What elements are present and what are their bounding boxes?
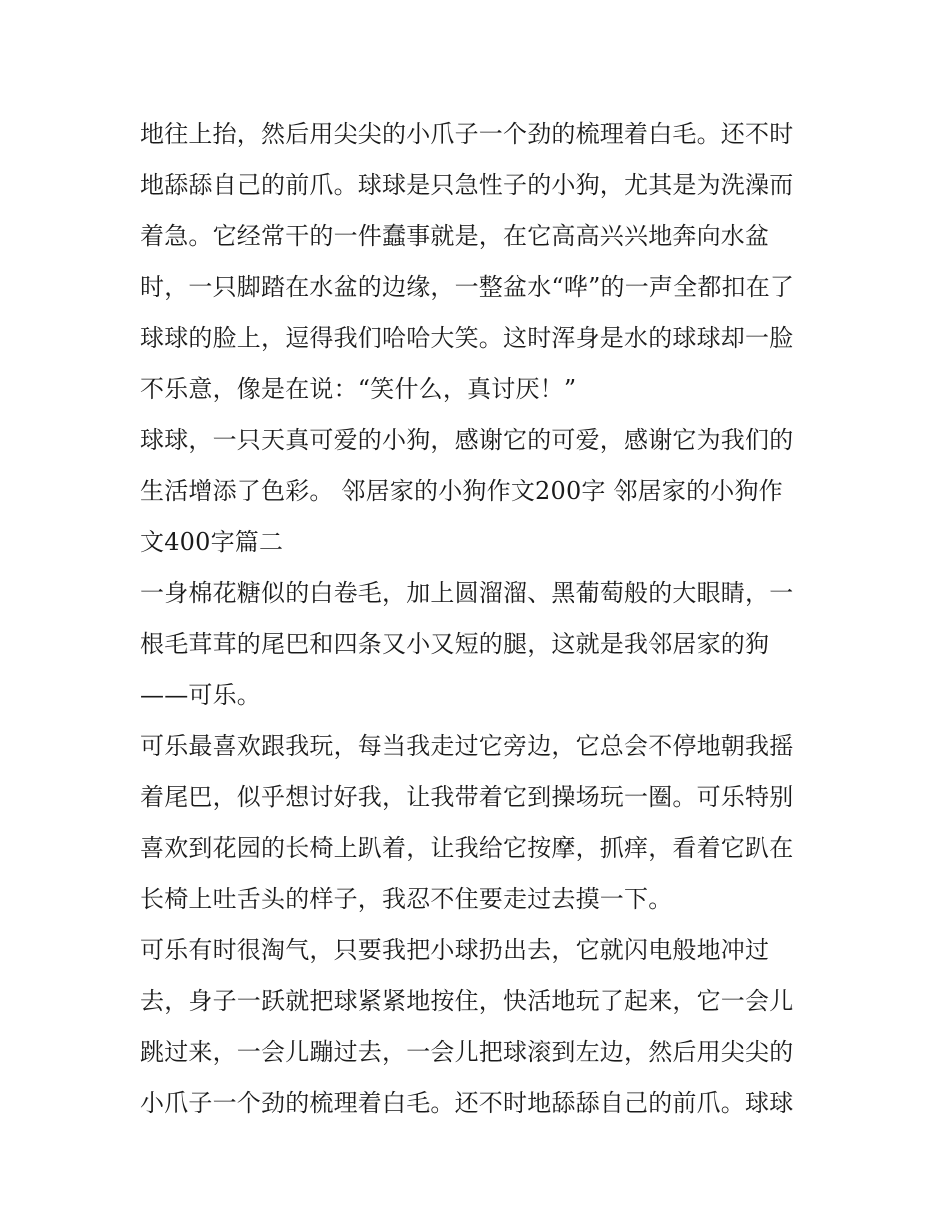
text-line: 文400字篇二 — [140, 528, 284, 556]
text-line: 不乐意，像是在说：“笑什么，真讨厌！” — [140, 375, 577, 403]
text-line: 地往上抬，然后用尖尖的小爪子一个劲的梳理着白毛。还不时 — [140, 120, 794, 148]
text-line: 着尾巴，似乎想讨好我，让我带着它到操场玩一圈。可乐特别 — [140, 783, 794, 811]
text-line: 着急。它经常干的一件蠢事就是，在它高高兴兴地奔向水盆 — [140, 222, 770, 250]
text-line: 去，身子一跃就把球紧紧地按住，快活地玩了起来，它一会儿 — [140, 987, 794, 1015]
text-line: ——可乐。 — [140, 681, 261, 709]
text-line: 喜欢到花园的长椅上趴着，让我给它按摩，抓痒，看着它趴在 — [140, 834, 794, 862]
text-line: 可乐有时很淘气，只要我把小球扔出去，它就闪电般地冲过 — [140, 936, 770, 964]
text-line: 跳过来，一会儿蹦过去，一会儿把球滚到左边，然后用尖尖的 — [140, 1038, 794, 1066]
text-line: 长椅上吐舌头的样子，我忍不住要走过去摸一下。 — [140, 885, 673, 913]
text-line: 地舔舔自己的前爪。球球是只急性子的小狗，尤其是为洗澡而 — [140, 171, 794, 199]
text-line: 生活增添了色彩。 邻居家的小狗作文200字 邻居家的小狗作 — [140, 477, 783, 505]
text-line: 一身棉花糖似的白卷毛，加上圆溜溜、黑葡萄般的大眼睛，一 — [140, 579, 794, 607]
text-line: 球球，一只天真可爱的小狗，感谢它的可爱，感谢它为我们的 — [140, 426, 794, 454]
text-line: 小爪子一个劲的梳理着白毛。还不时地舔舔自己的前爪。球球 — [140, 1089, 794, 1117]
text-line: 时，一只脚踏在水盆的边缘，一整盆水“哗”的一声全都扣在了 — [140, 273, 795, 301]
text-line: 根毛茸茸的尾巴和四条又小又短的腿，这就是我邻居家的狗 — [140, 630, 770, 658]
text-line: 可乐最喜欢跟我玩，每当我走过它旁边，它总会不停地朝我摇 — [140, 732, 794, 760]
document-body — [140, 109, 812, 1129]
text-line: 球球的脸上，逗得我们哈哈大笑。这时浑身是水的球球却一脸 — [140, 324, 794, 352]
